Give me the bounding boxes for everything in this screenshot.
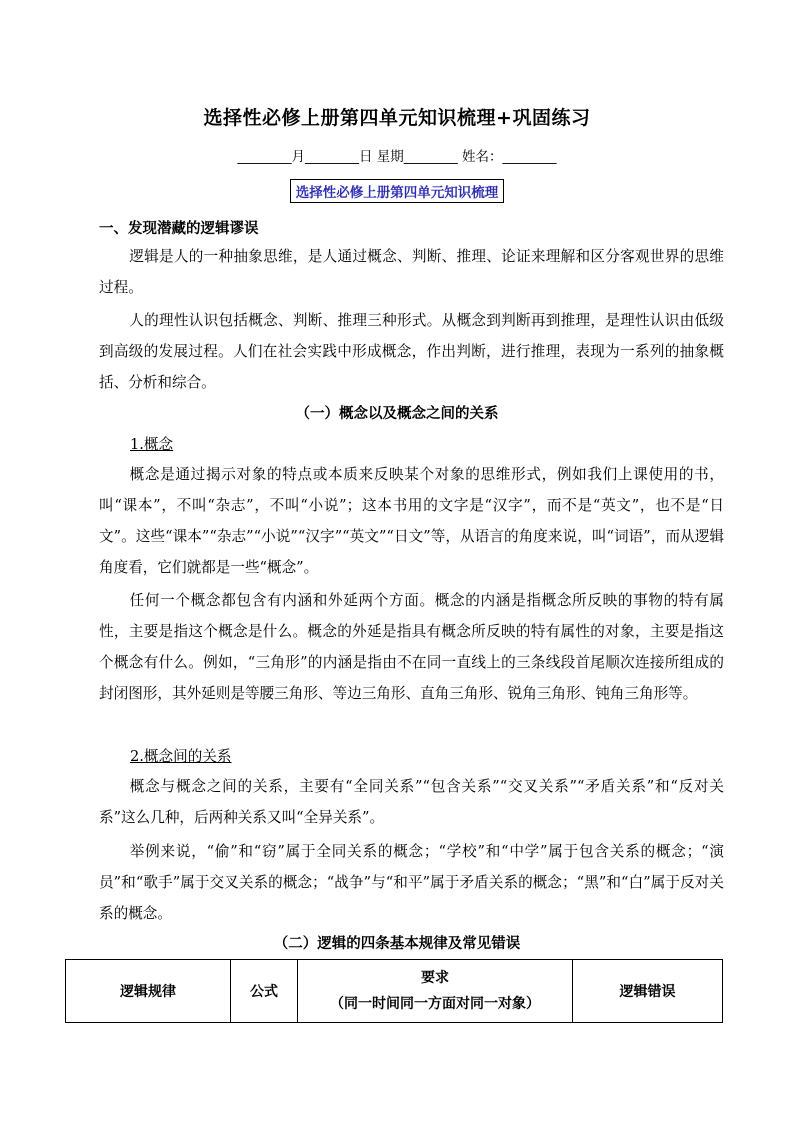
paragraph-text: 任何一个概念都包含有内涵和外延两个方面。概念的内涵是指概念所反映的事物的特有属性，主要是指这个概念是什么。概念的外延是指具有概念所反映的特有属性的对象，主要是指这个概念有什么。例如，“三角形”的内涵是指由不在同一直线上的三条线段首尾顺次连接所组成的封闭图形，其外延则是等腰三角形、等边三角形、直角三角形、锐角三角形、钝角三角形等。 <box>99 592 724 702</box>
item-label-concept: 1.概念 <box>130 436 174 453</box>
paragraph-concept-definition <box>99 459 724 583</box>
paragraph-text: 概念是通过揭示对象的特点或本质来反映某个对象的思维形式，例如我们上课使用的书，叫“课本”，不叫“杂志”，不叫“小说”；这本书用的文字是“汉字”，而不是“英文”，也不是“日文”。这些“课本”“杂志”“小说”“汉字”“英文”“日文”等，从语言的角度来说，叫“词语”，而从逻辑角度看，它们就都是一些“概念”。 <box>99 466 724 576</box>
table-header-text: 要求 <box>421 970 449 986</box>
table-header-cell: 逻辑规律 <box>66 960 231 1023</box>
table-header-text: （同一时间同一方面对同一对象） <box>330 996 540 1012</box>
paragraph-connotation-extension <box>99 585 724 709</box>
paragraph-logic-definition <box>99 241 724 303</box>
boxed-heading-wrap <box>0 179 794 203</box>
boxed-heading: 选择性必修上册第四单元知识梳理 <box>290 179 505 203</box>
table-header-cell: 逻辑错误 <box>573 960 723 1023</box>
date-name-line: ________月________日 星期________ 姓名：________ <box>237 149 557 165</box>
table-header-cell: 公式 <box>231 960 298 1023</box>
paragraph-text: 举例来说，“偷”和“窃”属于全同关系的概念；“学校”和“中学”属于包含关系的概念；“演员”和“歌手”属于交叉关系的概念；“战争”与“和平”属于矛盾关系的概念；“黑”和“白”属于反对关系的概念。 <box>99 843 724 922</box>
document-title: 选择性必修上册第四单元知识梳理+巩固练习 <box>203 107 591 129</box>
item-label-relations: 2.概念间的关系 <box>130 748 232 765</box>
paragraph-rational-cognition <box>99 305 724 398</box>
table-header-row <box>66 960 723 1023</box>
section-heading: 一、发现潜藏的逻辑谬误 <box>99 221 259 237</box>
paragraph-relation-types <box>99 771 724 833</box>
subsection-heading-concepts: （一）概念以及概念之间的关系 <box>295 406 499 422</box>
paragraph-relation-examples <box>99 836 724 929</box>
paragraph-text: 人的理性认识包括概念、判断、推理三种形式。从概念到判断再到推理，是理性认识由低级到高级的发展过程。人们在社会实践中形成概念，作出判断，进行推理，表现为一系列的抽象概括、分析和综合。 <box>99 312 724 391</box>
logic-laws-table <box>65 959 723 1023</box>
table-header-cell-requirement <box>298 960 573 1023</box>
paragraph-text: 概念与概念之间的关系，主要有“全同关系”“包含关系”“交叉关系”“矛盾关系”和“反对关系”这么几种，后两种关系又叫“全异关系”。 <box>99 778 724 826</box>
paragraph-text: 逻辑是人的一种抽象思维，是人通过概念、判断、推理、论证来理解和区分客观世界的思维过程。 <box>99 248 724 296</box>
subsection-heading-logic-laws: （二）逻辑的四条基本规律及常见错误 <box>273 936 521 952</box>
